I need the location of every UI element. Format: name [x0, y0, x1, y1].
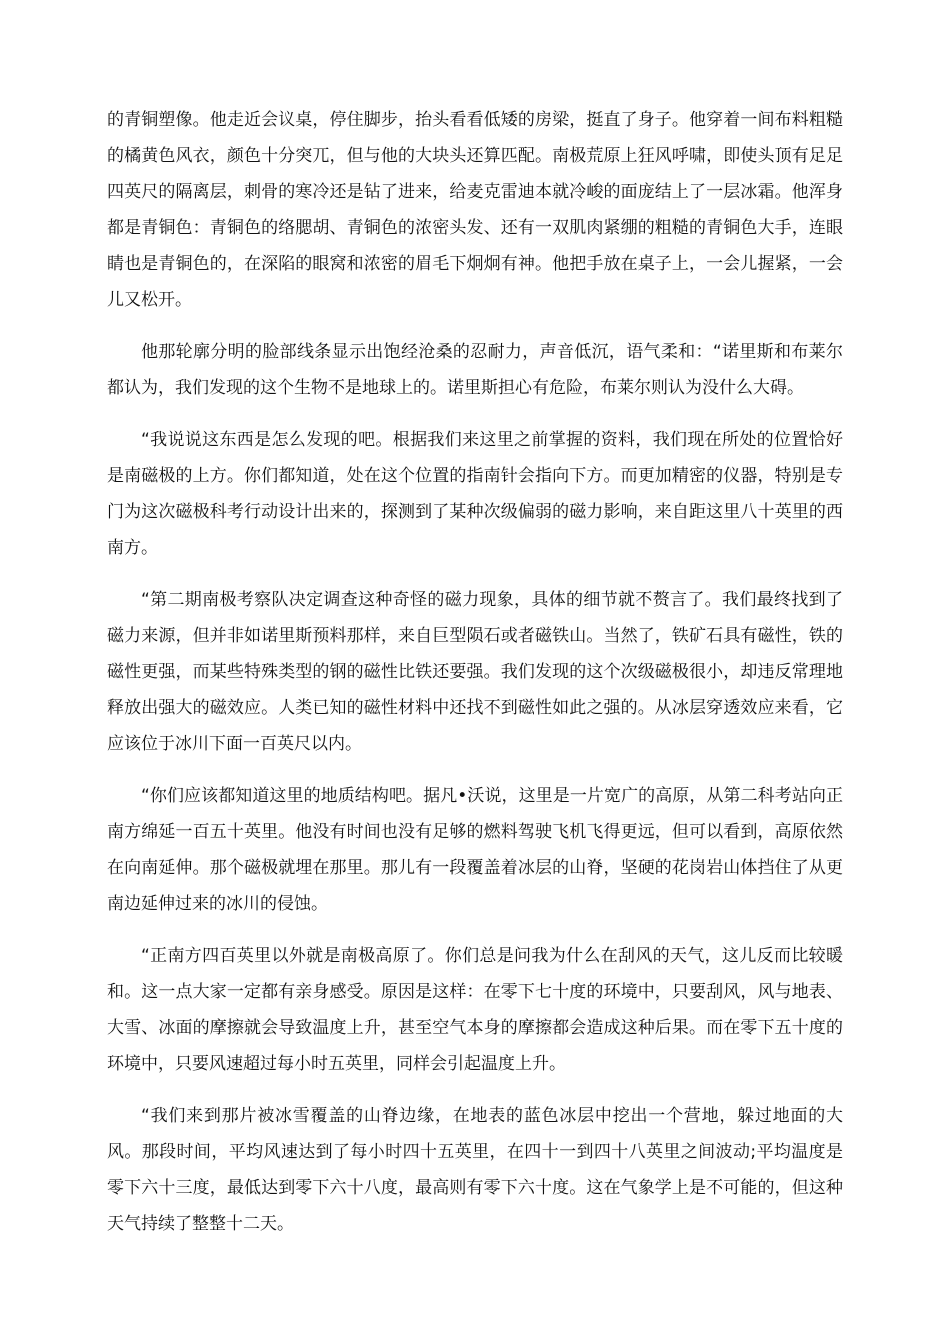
paragraph-3: “我说说这东西是怎么发现的吧。根据我们来这里之前掌握的资料，我们现在所处的位置恰好是南磁极的上方。你们都知道，处在这个位置的指南针会指向下方。而更加精密的仪器，特别是专门为这次磁极科考行动设计出来的，探测到了某种次级偏弱的磁力影响，来自距这里八十英里的西南方。	[107, 430, 843, 558]
body-text	[107, 102, 843, 1258]
paragraph-2: 他那轮廓分明的脸部线条显示出饱经沧桑的忍耐力，声音低沉，语气柔和：“诺里斯和布莱尔都认为，我们发现的这个生物不是地球上的。诺里斯担心有危险，布莱尔则认为没什么大碍。	[107, 342, 843, 398]
paragraph-1: 的青铜塑像。他走近会议桌，停住脚步，抬头看看低矮的房梁，挺直了身子。他穿着一间布料粗糙的橘黄色风衣，颜色十分突兀，但与他的大块头还算匹配。南极荒原上狂风呼啸，即使头顶有足足四英尺的隔离层，刺骨的寒冷还是钻了进来，给麦克雷迪本就冷峻的面庞结上了一层冰霜。他浑身都是青铜色：青铜色的络腮胡、青铜色的浓密头发、还有一双肌肉紧绷的粗糙的青铜色大手，连眼睛也是青铜色的，在深陷的眼窝和浓密的眉毛下炯炯有神。他把手放在桌子上，一会儿握紧，一会儿又松开。	[107, 110, 843, 310]
paragraph-4: “第二期南极考察队决定调查这种奇怪的磁力现象，具体的细节就不赘言了。我们最终找到了磁力来源，但并非如诺里斯预料那样，来自巨型陨石或者磁铁山。当然了，铁矿石具有磁性，铁的磁性更强，而某些特殊类型的钢的磁性比铁还要强。我们发现的这个次级磁极很小，却违反常理地释放出强大的磁效应。人类已知的磁性材料中还找不到磁性如此之强的。从冰层穿透效应来看，它应该位于冰川下面一百英尺以内。	[107, 590, 843, 754]
paragraph-5: “你们应该都知道这里的地质结构吧。据凡•沃说，这里是一片宽广的高原，从第二科考站向正南方绵延一百五十英里。他没有时间也没有足够的燃料驾驶飞机飞得更远，但可以看到，高原依然在向南延伸。那个磁极就埋在那里。那儿有一段覆盖着冰层的山脊，坚硬的花岗岩山体挡住了从更南边延伸过来的冰川的侵蚀。	[107, 786, 843, 914]
paragraph-6: “正南方四百英里以外就是南极高原了。你们总是问我为什么在刮风的天气，这儿反而比较暖和。这一点大家一定都有亲身感受。原因是这样：在零下七十度的环境中，只要刮风，风与地表、大雪、冰面的摩擦就会导致温度上升，甚至空气本身的摩擦都会造成这种后果。而在零下五十度的环境中，只要风速超过每小时五英里，同样会引起温度上升。	[107, 946, 843, 1074]
paragraph-7: “我们来到那片被冰雪覆盖的山脊边缘，在地表的蓝色冰层中挖出一个营地，躲过地面的大风。那段时间，平均风速达到了每小时四十五英里，在四十一到四十八英里之间波动;平均温度是零下六十三度，最低达到零下六十八度，最高则有零下六十度。这在气象学上是不可能的，但这种天气持续了整整十二天。	[107, 1106, 843, 1234]
